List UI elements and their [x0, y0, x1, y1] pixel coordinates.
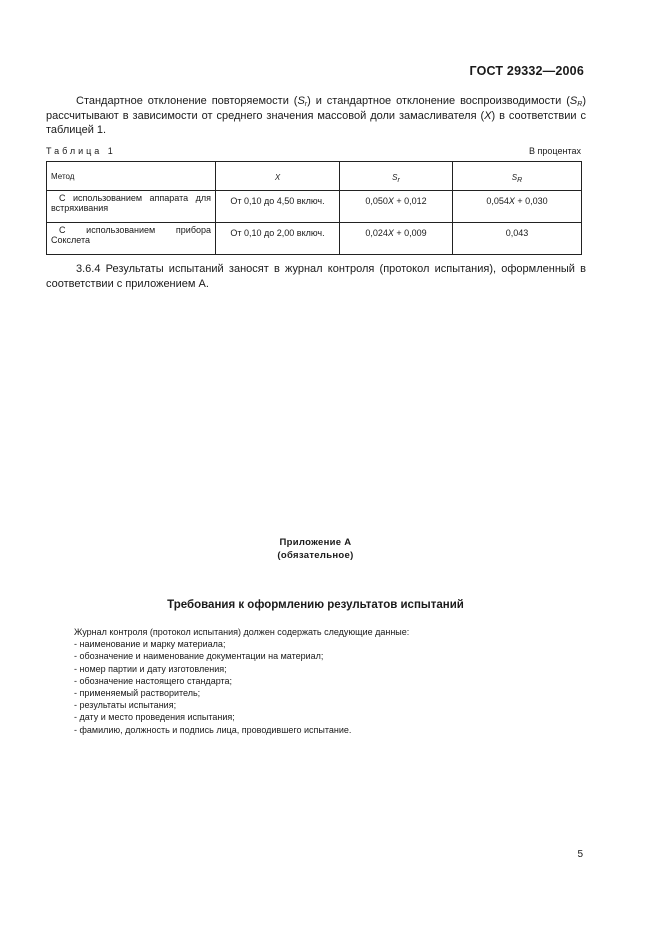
- header-sr: $S_r$: [340, 162, 453, 191]
- appendix-title: Приложение А: [279, 537, 352, 548]
- list-item: - обозначение и наименование документации на материал;: [74, 651, 324, 662]
- list-item: - фамилию, должность и подпись лица, проводившего испытание.: [74, 724, 352, 735]
- cell-sR: 0,043: [453, 223, 582, 255]
- cell-x-range: От 0,10 до 4,50 включ.: [216, 191, 340, 223]
- header-sR: $S_R$: [453, 162, 582, 191]
- requirements-heading: Требования к оформлению результатов испытаний: [167, 599, 464, 611]
- header-method: Метод: [47, 162, 216, 191]
- document-code: ГОСТ 29332—2006: [469, 64, 584, 78]
- list-item: - применяемый растворитель;: [74, 688, 201, 699]
- table-caption: Таблица 1: [46, 146, 116, 156]
- requirements-list: [74, 626, 574, 736]
- intro-paragraph: Стандартное отклонение повторяемости $(S_r)$ и стандартное отклонение воспроизводимости $(S_R)$ рассчитывают в зависимости от среднего значения массовой доли замасливателя (X) в соответствии с таблицей 1.: [46, 95, 586, 136]
- header-x: X: [216, 162, 340, 191]
- table-row: [47, 223, 582, 255]
- appendix-status: (обязательное): [277, 550, 354, 561]
- list-item: - обозначение настоящего стандарта;: [74, 675, 233, 686]
- page-number: 5: [577, 849, 583, 860]
- cell-sr: 0,024X + 0,009: [340, 223, 453, 255]
- cell-x-range: От 0,10 до 2,00 включ.: [216, 223, 340, 255]
- cell-method: С использованием прибора Сокслета: [47, 223, 216, 255]
- table-units: В процентах: [529, 146, 581, 156]
- cell-sr: 0,050X + 0,012: [340, 191, 453, 223]
- appendix-heading: [0, 536, 631, 562]
- list-item: - номер партии и дату изготовления;: [74, 663, 227, 674]
- list-item: - наименование и марку материала;: [74, 639, 226, 650]
- precision-table: [46, 161, 582, 255]
- cell-sR: 0,054X + 0,030: [453, 191, 582, 223]
- requirements-lead: Журнал контроля (протокол испытания) должен содержать следующие данные:: [74, 627, 410, 637]
- clause-paragraph: 3.6.4 Результаты испытаний заносят в журнал контроля (протокол испытания), оформленный в соответствии с приложением А.: [46, 263, 586, 290]
- cell-method: С использованием аппарата для встряхивания: [47, 191, 216, 223]
- list-item: - дату и место проведения испытания;: [74, 712, 235, 723]
- table-header-row: [47, 162, 582, 191]
- table-row: [47, 191, 582, 223]
- list-item: - результаты испытания;: [74, 700, 177, 711]
